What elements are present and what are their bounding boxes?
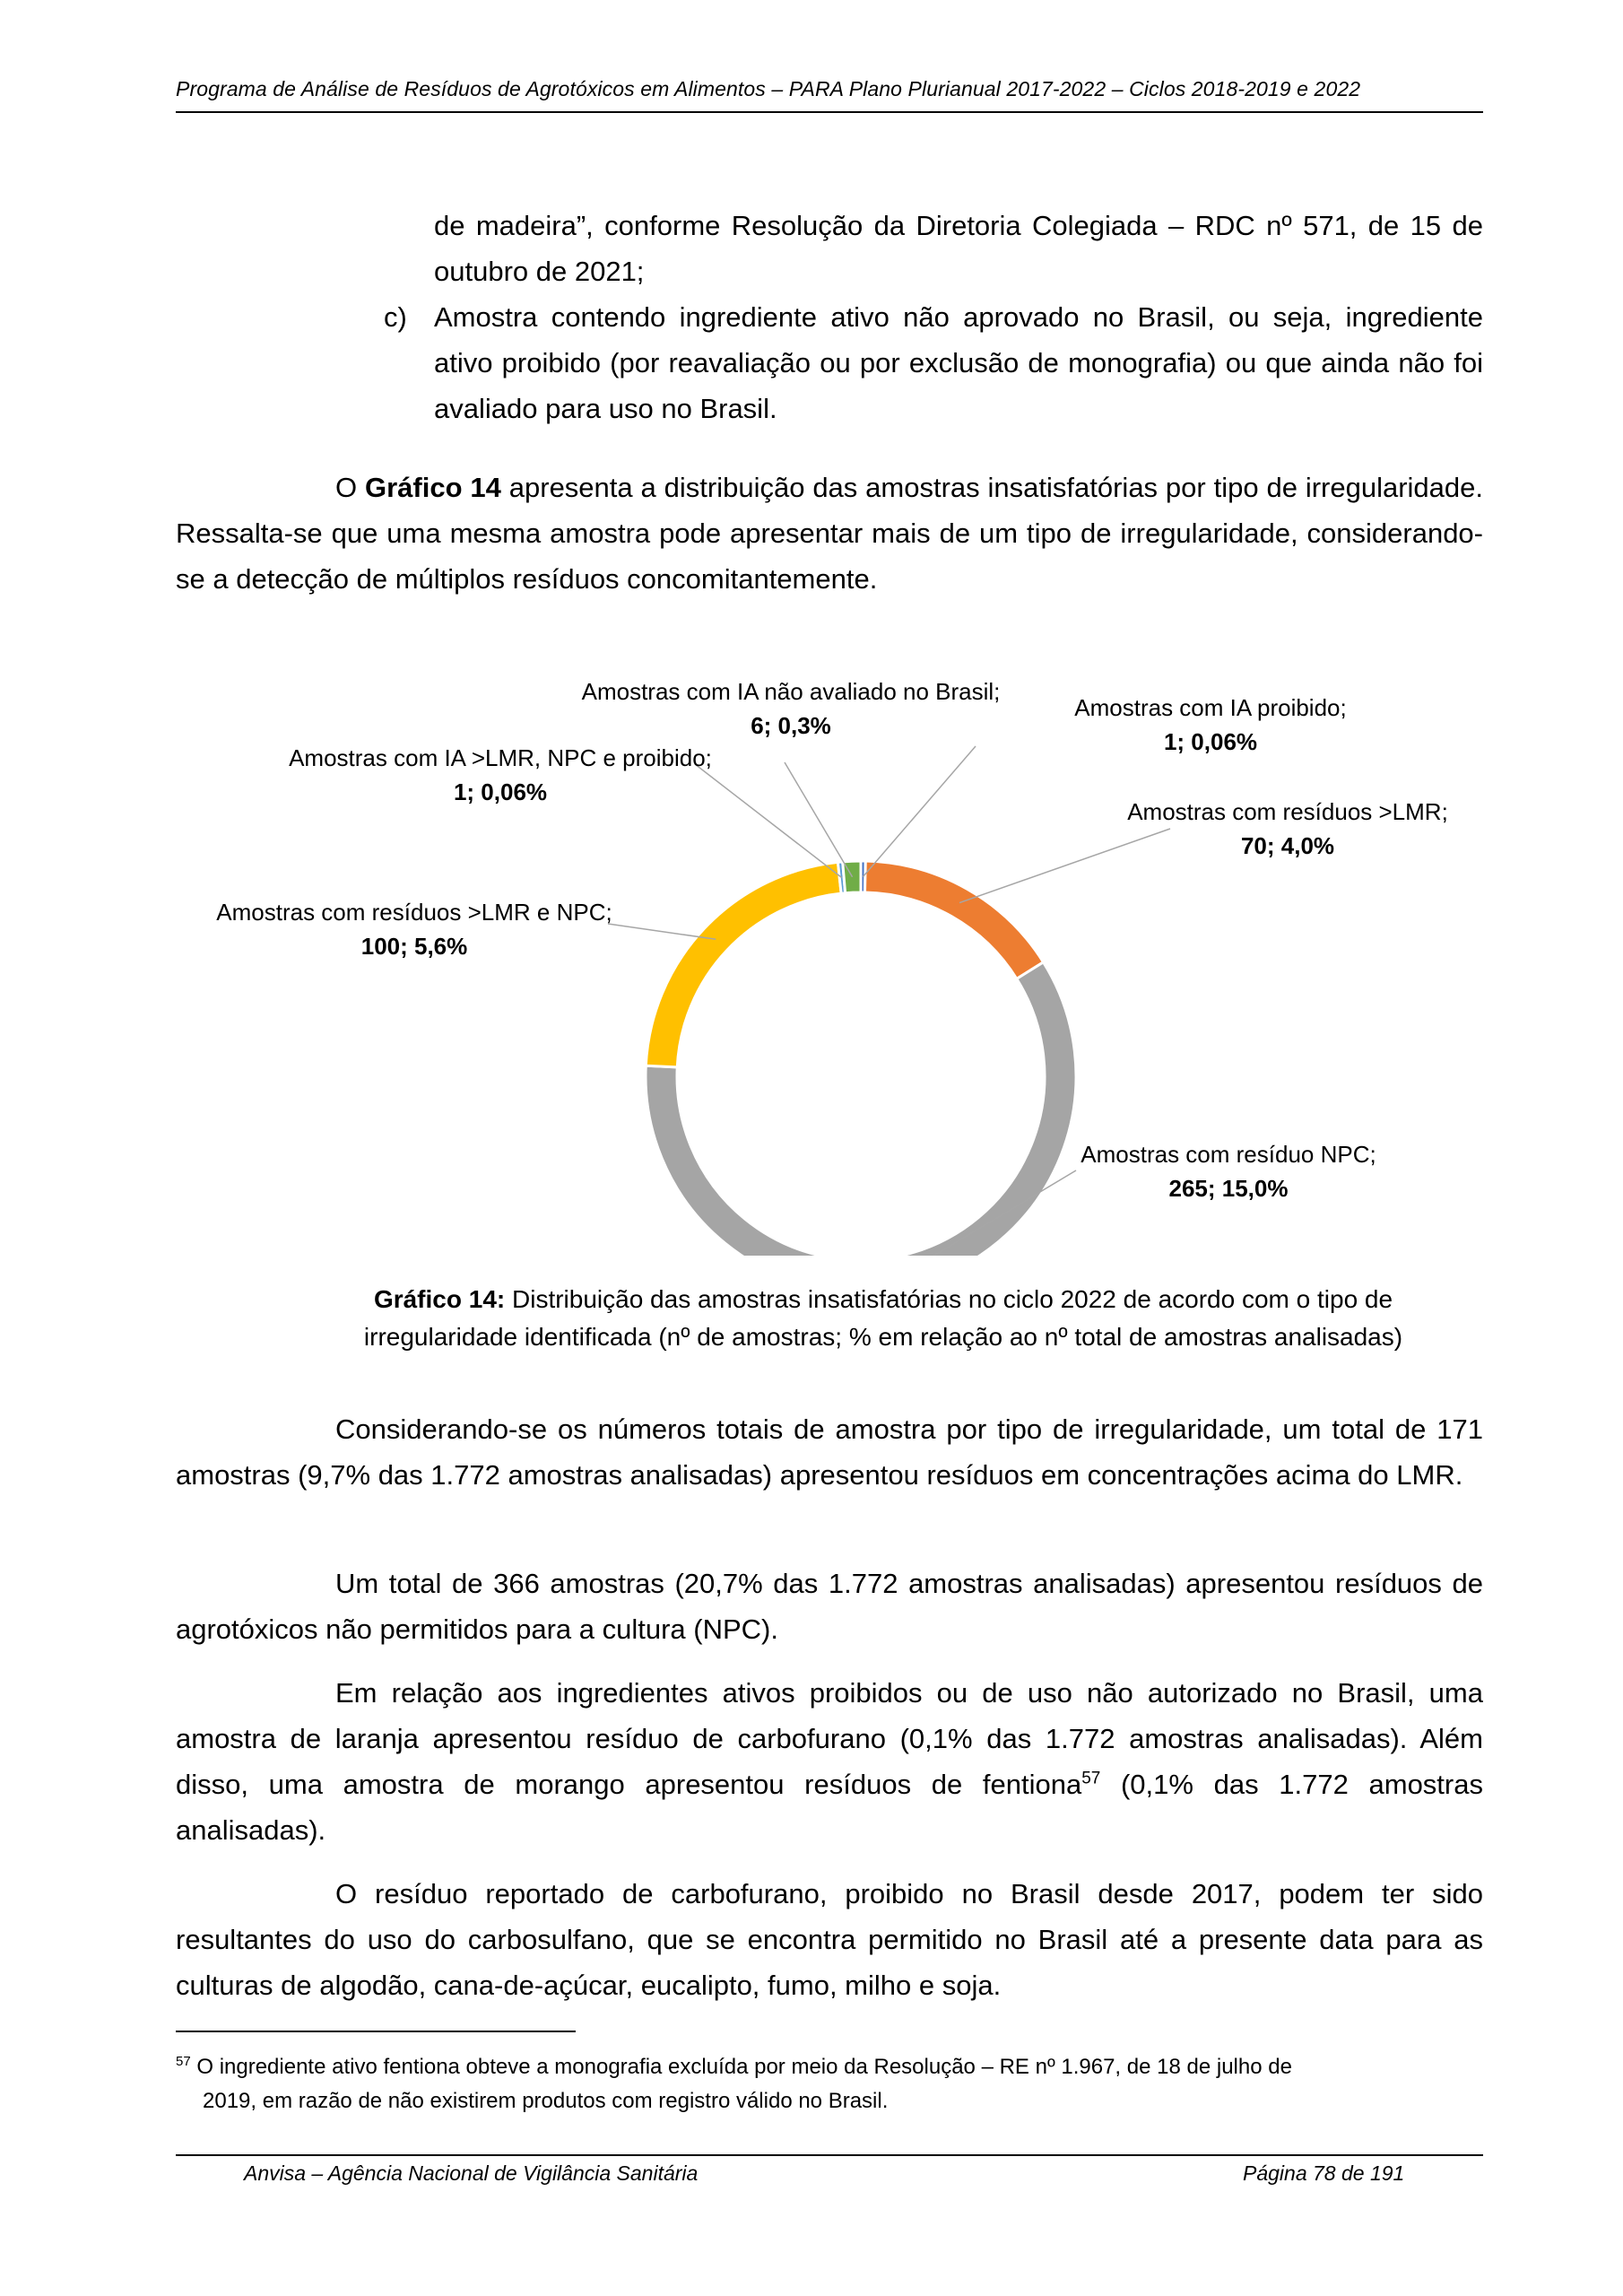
header-divider	[176, 111, 1483, 113]
slice-label-name-5: Amostras com IA não avaliado no Brasil;	[581, 678, 1001, 705]
footnote-divider	[176, 2031, 576, 2032]
figure-caption	[296, 1281, 1471, 1356]
paragraph-prohibited-pre: Em relação aos ingredientes ativos proibidos ou de uso não autorizado no Brasil, uma amostra de laranja apresentou resíduo de carbofurano (0,1% das 1.772 amostras analisadas). Além disso, uma amostra de morango apresentou resíduos de fentiona	[176, 1677, 1483, 1800]
leader-line-1	[959, 829, 1170, 903]
slice-label-name-1: Amostras com resíduos >LMR;	[1127, 798, 1448, 825]
leader-line-0	[863, 746, 976, 877]
intro-pre: O	[335, 472, 365, 503]
footnote-ref-57[interactable]: 57	[1081, 1769, 1101, 1788]
footnote-number: 57	[176, 2054, 191, 2069]
slice-label-name-4: Amostras com IA >LMR, NPC e proibido;	[289, 744, 712, 771]
caption-text: Distribuição das amostras insatisfatórias no ciclo 2022 de acordo com o tipo de irregularidade identificada (nº de amostras; % em relação ao nº total de amostras analisadas)	[363, 1285, 1403, 1351]
footnote-line-2: 2019, em razão de não existirem produtos com registro válido no Brasil.	[203, 2089, 889, 2113]
donut-slice-3	[646, 862, 841, 1067]
paragraph-carbofurano: O resíduo reportado de carbofurano, proibido no Brasil desde 2017, podem ter sido resultantes do uso do carbosulfano, que se encontra permitido no Brasil até a presente data para as culturas de algodão, cana-de-açúcar, eucalipto, fumo, milho e soja.	[176, 1878, 1483, 2001]
paragraph-prohibited	[176, 1670, 1483, 1853]
caption-label: Gráfico 14:	[373, 1285, 506, 1313]
paragraph-npc: Um total de 366 amostras (20,7% das 1.772 amostras analisadas) apresentou resíduos de agrotóxicos não permitidos para a cultura (NPC).	[176, 1568, 1483, 1645]
footnote-line-1: O ingrediente ativo fentiona obteve a monografia excluída por meio da Resolução – RE nº 1.967, de 18 de julho de	[190, 2055, 1292, 2079]
page-header: Programa de Análise de Resíduos de Agrotóxicos em Alimentos – PARA Plano Plurianual 2017-2022 – Ciclos 2018-2019 e 2022	[176, 77, 1361, 100]
slice-label-value-2: 265; 15,0%	[1168, 1175, 1289, 1202]
list-item-b-continuation: de madeira”, conforme Resolução da Diretoria Colegiada – RDC nº 571, de 15 de outubro de 2021;	[434, 210, 1483, 287]
slice-label-value-5: 6; 0,3%	[751, 712, 831, 739]
footer-page-number: Página 78 de 191	[1243, 2161, 1405, 2185]
donut-chart	[179, 664, 1488, 1256]
slice-label-value-3: 100; 5,6%	[360, 933, 468, 960]
slice-label-name-0: Amostras com IA proibido;	[1074, 694, 1347, 721]
leader-line-3	[608, 924, 716, 939]
slice-label-value-4: 1; 0,06%	[453, 778, 548, 805]
footer-agency: Anvisa – Agência Nacional de Vigilância Sanitária	[244, 2161, 699, 2185]
paragraph-lmr: Considerando-se os números totais de amostra por tipo de irregularidade, um total de 171 amostras (9,7% das 1.772 amostras analisadas) apresentou resíduos em concentrações acima do LMR.	[176, 1413, 1483, 1491]
donut-slice-1	[864, 861, 1043, 978]
donut-chart-svg	[179, 664, 1488, 1256]
footnote-57	[176, 2045, 1483, 2118]
slice-label-value-1: 70; 4,0%	[1240, 832, 1335, 859]
intro-figure-ref: Gráfico 14	[365, 472, 501, 503]
intro-paragraph	[176, 465, 1483, 602]
list-item-c-label: c)	[384, 301, 407, 333]
slice-label-name-2: Amostras com resíduo NPC;	[1081, 1141, 1376, 1168]
slice-label-name-3: Amostras com resíduos >LMR e NPC;	[216, 899, 612, 926]
paragraph-prohibited-post: (0,1% das 1.772 amostras analisadas).	[176, 1769, 1483, 1846]
intro-post: apresenta a distribuição das amostras insatisfatórias por tipo de irregularidade. Ressalta-se que uma mesma amostra pode apresentar mais de um tipo de irregularidade, considerando-se a detecção de múltiplos resíduos concomitantemente.	[176, 472, 1483, 595]
donut-slice-2	[646, 962, 1076, 1256]
footer-divider	[176, 2154, 1483, 2156]
list-item-c-text: Amostra contendo ingrediente ativo não aprovado no Brasil, ou seja, ingrediente ativo proibido (por reavaliação ou por exclusão de monografia) ou que ainda não foi avaliado para uso no Brasil.	[434, 301, 1483, 424]
slice-label-value-0: 1; 0,06%	[1163, 728, 1258, 755]
